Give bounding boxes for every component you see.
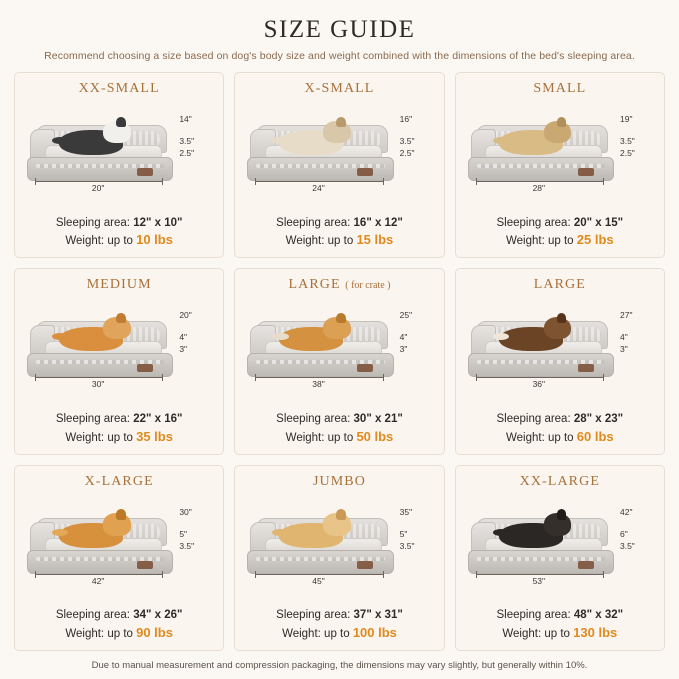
weight-label: Weight: xyxy=(285,235,325,248)
bed-illustration xyxy=(247,512,393,574)
size-name: LARGE xyxy=(288,277,341,293)
size-card-title xyxy=(534,277,586,293)
dog-tail xyxy=(493,137,509,144)
bed-figure xyxy=(23,494,215,586)
dog-tail xyxy=(52,137,68,144)
weight-value: 10 lbs xyxy=(136,232,173,248)
brand-tag xyxy=(357,561,373,569)
size-specs xyxy=(243,607,435,643)
size-name: SMALL xyxy=(533,81,587,96)
dim-base-height: 3.5" xyxy=(619,540,635,551)
dim-bolster-height: 4" xyxy=(619,332,628,343)
bed-figure xyxy=(243,297,435,389)
weight-value: 90 lbs xyxy=(136,625,173,641)
weight-label: Weight: xyxy=(502,628,542,641)
dim-width: 24" xyxy=(312,183,325,193)
size-card-title xyxy=(520,474,600,490)
dim-width: 42" xyxy=(91,575,105,586)
size-card-title xyxy=(85,474,154,490)
bed-illustration xyxy=(468,315,614,377)
brand-tag xyxy=(578,561,594,569)
bed-figure xyxy=(23,297,215,389)
dim-bolster-height: 3.5" xyxy=(619,136,635,146)
page-title: SIZE GUIDE xyxy=(263,16,416,43)
bed-illustration xyxy=(27,512,173,574)
dim-base-height: 2.5" xyxy=(179,148,195,158)
bed-figure xyxy=(23,101,215,193)
weight-value: 100 lbs xyxy=(352,625,397,641)
size-specs xyxy=(243,411,435,447)
weight-label: Weight: xyxy=(65,431,105,444)
sleeping-area-row xyxy=(23,411,215,428)
brand-tag xyxy=(357,364,373,372)
sleeping-area-label: Sleeping area: xyxy=(496,216,571,229)
dog-illustration xyxy=(50,311,132,351)
dog-ear xyxy=(116,509,126,519)
bed-figure xyxy=(243,494,435,586)
width-dimension-line xyxy=(255,181,383,182)
weight-uptolabel: up to xyxy=(107,235,133,248)
size-specs xyxy=(464,215,656,251)
dim-width: 53" xyxy=(532,575,546,586)
size-card xyxy=(234,465,444,651)
size-specs xyxy=(243,215,435,251)
width-dimension-line xyxy=(255,574,383,575)
weight-uptolabel: up to xyxy=(544,628,570,641)
brand-tag xyxy=(137,168,153,176)
size-card xyxy=(234,268,444,454)
weight-row xyxy=(23,428,215,447)
weight-value: 25 lbs xyxy=(576,232,614,248)
sleeping-area-label: Sleeping area: xyxy=(496,609,571,622)
dim-base-height: 2.5" xyxy=(619,148,635,158)
size-card-title xyxy=(313,474,366,490)
weight-row xyxy=(464,428,656,447)
weight-row xyxy=(464,231,656,250)
dim-bolster-height: 5" xyxy=(179,528,188,539)
brand-tag xyxy=(578,364,594,372)
size-card xyxy=(455,465,665,651)
bed-figure xyxy=(464,101,656,193)
width-dimension-line xyxy=(476,574,604,575)
width-dimension-line xyxy=(35,377,163,378)
weight-value: 35 lbs xyxy=(136,428,173,444)
size-specs xyxy=(464,607,656,643)
dog-ear xyxy=(336,313,346,323)
size-card xyxy=(14,72,224,258)
footer-note: Due to manual measurement and compression packaging, the dimensions may vary slightly, but generally within 10%. xyxy=(91,660,588,671)
weight-uptolabel: up to xyxy=(107,628,133,641)
weight-uptolabel: up to xyxy=(107,431,133,444)
brand-tag xyxy=(578,168,594,176)
dog-illustration xyxy=(50,115,132,155)
weight-row xyxy=(243,624,435,643)
sleeping-area-row xyxy=(243,411,435,428)
bed-illustration xyxy=(468,512,614,574)
dim-base-height: 3" xyxy=(179,344,188,355)
bed-figure xyxy=(464,494,656,586)
width-dimension-line xyxy=(476,181,604,182)
dim-total-height: 16" xyxy=(399,114,413,124)
size-name: X-SMALL xyxy=(304,81,375,96)
dog-ear xyxy=(116,313,126,323)
width-dimension-line xyxy=(255,377,383,378)
sleeping-area-label: Sleeping area: xyxy=(276,609,351,622)
size-card xyxy=(14,268,224,454)
dim-base-height: 3.5" xyxy=(399,540,415,551)
sleeping-area-label: Sleeping area: xyxy=(276,413,351,426)
dim-total-height: 25" xyxy=(399,310,413,321)
width-dimension-line xyxy=(35,181,163,182)
size-specs xyxy=(23,607,215,643)
weight-value: 15 lbs xyxy=(356,232,394,248)
weight-value: 50 lbs xyxy=(356,428,394,444)
bed-illustration xyxy=(247,119,393,181)
dim-total-height: 42" xyxy=(619,506,633,517)
weight-label: Weight: xyxy=(506,431,545,444)
size-name: MEDIUM xyxy=(86,277,152,293)
dog-illustration xyxy=(491,311,573,351)
bed-illustration xyxy=(27,119,173,181)
sleeping-area-value: 30" x 21" xyxy=(353,413,403,426)
weight-label: Weight: xyxy=(65,235,105,248)
width-dimension-line xyxy=(476,377,604,378)
brand-tag xyxy=(137,364,153,372)
sleeping-area-value: 48" x 32" xyxy=(573,609,624,622)
dog-ear xyxy=(557,117,567,127)
size-card-grid xyxy=(14,72,665,651)
dim-bolster-height: 3.5" xyxy=(179,136,195,146)
size-name: X-LARGE xyxy=(84,473,154,489)
weight-uptolabel: up to xyxy=(547,431,574,444)
sleeping-area-row xyxy=(23,607,215,624)
size-name: LARGE xyxy=(533,277,586,293)
dog-ear xyxy=(557,509,567,519)
dim-width: 30" xyxy=(91,379,105,390)
weight-label: Weight: xyxy=(282,628,321,641)
size-card-title xyxy=(79,81,160,97)
dim-total-height: 14" xyxy=(179,114,192,124)
sleeping-area-row xyxy=(464,411,656,428)
size-name: XX-SMALL xyxy=(78,81,160,96)
dim-total-height: 20" xyxy=(179,310,192,321)
size-specs xyxy=(23,215,215,251)
dim-bolster-height: 3.5" xyxy=(399,136,415,146)
size-card xyxy=(14,465,224,651)
dog-ear xyxy=(336,509,346,519)
weight-label: Weight: xyxy=(285,431,325,444)
sleeping-area-row xyxy=(23,215,215,232)
weight-uptolabel: up to xyxy=(547,235,574,248)
dog-ear xyxy=(336,117,346,127)
dim-bolster-height: 4" xyxy=(179,332,188,343)
weight-value: 60 lbs xyxy=(576,428,614,444)
dog-illustration xyxy=(491,508,573,548)
dog-ear xyxy=(116,117,126,127)
brand-tag xyxy=(357,168,373,176)
dim-base-height: 3" xyxy=(399,344,408,355)
brand-tag xyxy=(137,561,153,569)
sleeping-area-value: 28" x 23" xyxy=(573,413,624,426)
size-card-title xyxy=(288,277,390,293)
bed-illustration xyxy=(247,315,393,377)
weight-row xyxy=(23,231,215,250)
sleeping-area-label: Sleeping area: xyxy=(55,609,130,622)
dim-width: 20" xyxy=(91,183,105,193)
dim-width: 38" xyxy=(312,379,325,390)
weight-row xyxy=(243,428,435,447)
dog-illustration xyxy=(271,115,353,155)
dim-total-height: 30" xyxy=(179,506,192,517)
size-specs xyxy=(464,411,656,447)
dog-illustration xyxy=(271,311,353,351)
bed-illustration xyxy=(468,119,614,181)
dog-tail xyxy=(272,333,288,340)
sleeping-area-row xyxy=(464,607,656,624)
dim-total-height: 35" xyxy=(399,506,413,517)
size-name: XX-LARGE xyxy=(519,473,600,489)
weight-uptolabel: up to xyxy=(324,628,350,641)
sleeping-area-value: 22" x 16" xyxy=(133,413,183,426)
bed-figure xyxy=(464,297,656,389)
size-note: ( for crate ) xyxy=(345,280,391,292)
weight-row xyxy=(464,624,656,643)
weight-label: Weight: xyxy=(506,235,545,248)
bed-illustration xyxy=(27,315,173,377)
dim-base-height: 3.5" xyxy=(179,540,195,551)
dim-total-height: 19" xyxy=(619,114,633,124)
sleeping-area-row xyxy=(243,607,435,624)
dim-width: 36" xyxy=(532,379,546,390)
dog-tail xyxy=(272,137,288,144)
dog-illustration xyxy=(50,508,132,548)
sleeping-area-row xyxy=(243,215,435,232)
dim-bolster-height: 5" xyxy=(399,528,408,539)
sleeping-area-row xyxy=(464,215,656,232)
dim-base-height: 3" xyxy=(619,344,628,355)
page-subtitle: Recommend choosing a size based on dog's body size and weight combined with the dimensions of the bed's sleeping area. xyxy=(44,50,635,62)
size-card xyxy=(455,72,665,258)
weight-uptolabel: up to xyxy=(327,235,354,248)
sleeping-area-value: 37" x 31" xyxy=(353,609,403,622)
sleeping-area-label: Sleeping area: xyxy=(55,413,130,426)
width-dimension-line xyxy=(35,574,163,575)
dim-total-height: 27" xyxy=(619,310,633,321)
weight-value: 130 lbs xyxy=(573,625,618,641)
dim-width: 45" xyxy=(312,575,325,586)
weight-row xyxy=(23,624,215,643)
size-card-title xyxy=(305,81,375,97)
size-card xyxy=(234,72,444,258)
dim-base-height: 2.5" xyxy=(399,148,415,158)
dog-illustration xyxy=(491,115,573,155)
size-card-title xyxy=(87,277,152,293)
sleeping-area-label: Sleeping area: xyxy=(276,216,351,229)
dim-width: 28" xyxy=(532,183,546,193)
dog-ear xyxy=(557,313,567,323)
bed-figure xyxy=(243,101,435,193)
weight-label: Weight: xyxy=(65,628,105,641)
sleeping-area-value: 16" x 12" xyxy=(353,216,403,229)
sleeping-area-value: 20" x 15" xyxy=(573,216,624,229)
size-specs xyxy=(23,411,215,447)
dog-illustration xyxy=(271,508,353,548)
weight-row xyxy=(243,231,435,250)
dim-bolster-height: 6" xyxy=(619,528,628,539)
size-card-title xyxy=(533,81,586,97)
sleeping-area-label: Sleeping area: xyxy=(496,413,571,426)
sleeping-area-value: 34" x 26" xyxy=(133,609,183,622)
sleeping-area-label: Sleeping area: xyxy=(55,216,130,229)
size-name: JUMBO xyxy=(313,473,366,489)
dim-bolster-height: 4" xyxy=(399,332,408,343)
sleeping-area-value: 12" x 10" xyxy=(133,216,183,229)
weight-uptolabel: up to xyxy=(327,431,354,444)
size-card xyxy=(455,268,665,454)
